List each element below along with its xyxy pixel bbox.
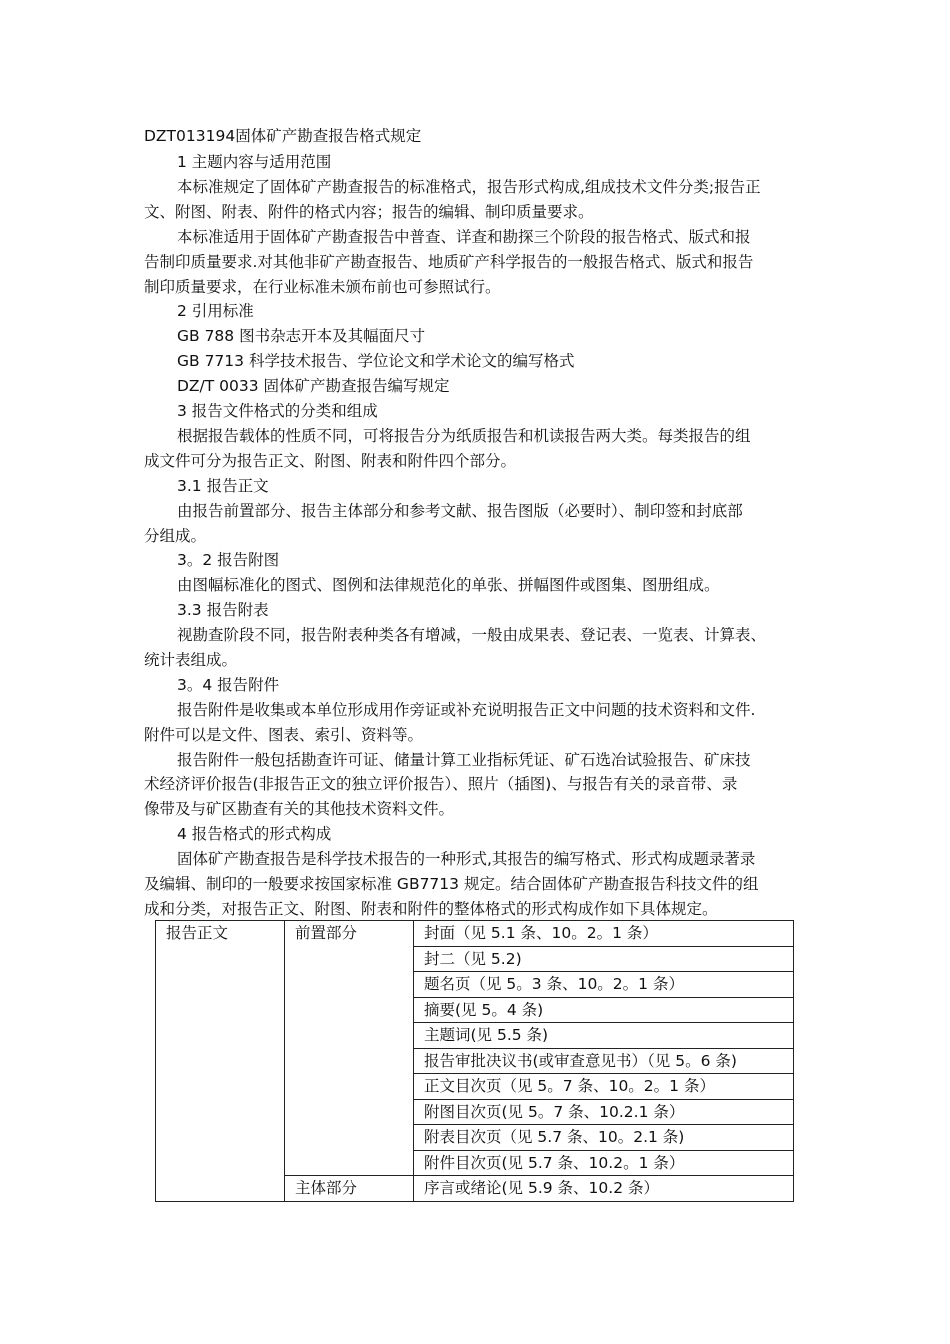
table-cell: 摘要(见 5。4 条) xyxy=(414,997,794,1023)
table-cell: 正文目次页（见 5。7 条、10。2。1 条） xyxy=(414,1074,794,1100)
paragraph-line: 视勘查阶段不同，报告附表种类各有增减，一般由成果表、登记表、一览表、计算表、 xyxy=(177,626,767,644)
table-cell: 序言或绪论(见 5.9 条、10.2 条） xyxy=(414,1176,794,1202)
paragraph-line: 本标准适用于固体矿产勘查报告中普查、详查和勘探三个阶段的报告格式、版式和报 xyxy=(177,228,751,246)
paragraph-line: 报告附件是收集或本单位形成用作旁证或补充说明报告正文中问题的技术资料和文件. xyxy=(177,701,756,719)
paragraph-line: 成文件可分为报告正文、附图、附表和附件四个部分。 xyxy=(144,452,517,470)
subsection-heading-3-2: 3。2 报告附图 xyxy=(177,551,280,569)
section-heading-2: 2 引用标准 xyxy=(177,302,254,320)
paragraph-line: 根据报告载体的性质不同，可将报告分为纸质报告和机读报告两大类。每类报告的组 xyxy=(177,427,751,445)
table-cell: 附表目次页（见 5.7 条、10。2.1 条) xyxy=(414,1125,794,1151)
table-row xyxy=(156,921,794,947)
paragraph-line: 附件可以是文件、图表、索引、资料等。 xyxy=(144,726,424,744)
paragraph-line: 制印质量要求，在行业标准未颁布前也可参照试行。 xyxy=(144,278,501,296)
section-heading-3: 3 报告文件格式的分类和组成 xyxy=(177,402,378,420)
table-cell: 主题词(见 5.5 条) xyxy=(414,1023,794,1049)
section-heading-1: 1 主题内容与适用范围 xyxy=(177,153,332,171)
front-matter-cell: 前置部分 xyxy=(285,921,414,1176)
subsection-heading-3-4: 3。4 报告附件 xyxy=(177,676,280,694)
paragraph-line: 分组成。 xyxy=(144,527,207,545)
table-cell: 报告审批决议书(或审查意见书）（见 5。6 条) xyxy=(414,1048,794,1074)
paragraph-line: 像带及与矿区勘查有关的其他技术资料文件。 xyxy=(144,800,455,818)
report-body-cell: 报告正文 xyxy=(156,921,285,1202)
paragraph-line: 报告附件一般包括勘查许可证、储量计算工业指标凭证、矿石选冶试验报告、矿床技 xyxy=(177,751,751,769)
table-cell: 封面（见 5.1 条、10。2。1 条） xyxy=(414,921,794,947)
report-structure-table xyxy=(155,920,794,1202)
paragraph-line: 术经济评价报告(非报告正文的独立评价报告）、照片（插图)、与报告有关的录音带、录 xyxy=(144,775,738,793)
document-title: DZT013194固体矿产勘查报告格式规定 xyxy=(144,127,422,145)
paragraph-line: 固体矿产勘查报告是科学技术报告的一种形式,其报告的编写格式、形式构成题录著录 xyxy=(177,850,756,868)
subsection-heading-3-3: 3.3 报告附表 xyxy=(177,601,269,619)
paragraph-line: 告制印质量要求.对其他非矿产勘查报告、地质矿产科学报告的一般报告格式、版式和报告 xyxy=(144,253,754,271)
paragraph-line: 及编辑、制印的一般要求按国家标准 GB7713 规定。结合固体矿产勘查报告科技文件的组 xyxy=(144,875,759,893)
subsection-heading-3-1: 3.1 报告正文 xyxy=(177,477,269,495)
paragraph-line: 统计表组成。 xyxy=(144,651,238,669)
table-cell: 附图目次页(见 5。7 条、10.2.1 条） xyxy=(414,1099,794,1125)
paragraph-line: 成和分类，对报告正文、附图、附表和附件的整体格式的形式构成作如下具体规定。 xyxy=(144,900,718,918)
reference-item: GB 7713 科学技术报告、学位论文和学术论文的编写格式 xyxy=(177,352,575,370)
table-cell: 附件目次页(见 5.7 条、10.2。1 条） xyxy=(414,1150,794,1176)
table-cell: 封二（见 5.2) xyxy=(414,946,794,972)
paragraph-line: 由报告前置部分、报告主体部分和参考文献、报告图版（必要时）、制印签和封底部 xyxy=(177,502,743,520)
table-cell: 题名页（见 5。3 条、10。2。1 条） xyxy=(414,972,794,998)
paragraph-line: 本标准规定了固体矿产勘查报告的标准格式，报告形式构成,组成技术文件分类;报告正 xyxy=(177,178,761,196)
paragraph-line: 由图幅标准化的图式、图例和法律规范化的单张、拼幅图件或图集、图册组成。 xyxy=(177,576,720,594)
section-heading-4: 4 报告格式的形式构成 xyxy=(177,825,332,843)
reference-item: GB 788 图书杂志开本及其幅面尺寸 xyxy=(177,327,426,345)
paragraph-line: 文、附图、附表、附件的格式内容；报告的编辑、制印质量要求。 xyxy=(144,203,594,221)
main-body-cell: 主体部分 xyxy=(285,1176,414,1202)
reference-item: DZ/T 0033 固体矿产勘查报告编写规定 xyxy=(177,377,450,395)
